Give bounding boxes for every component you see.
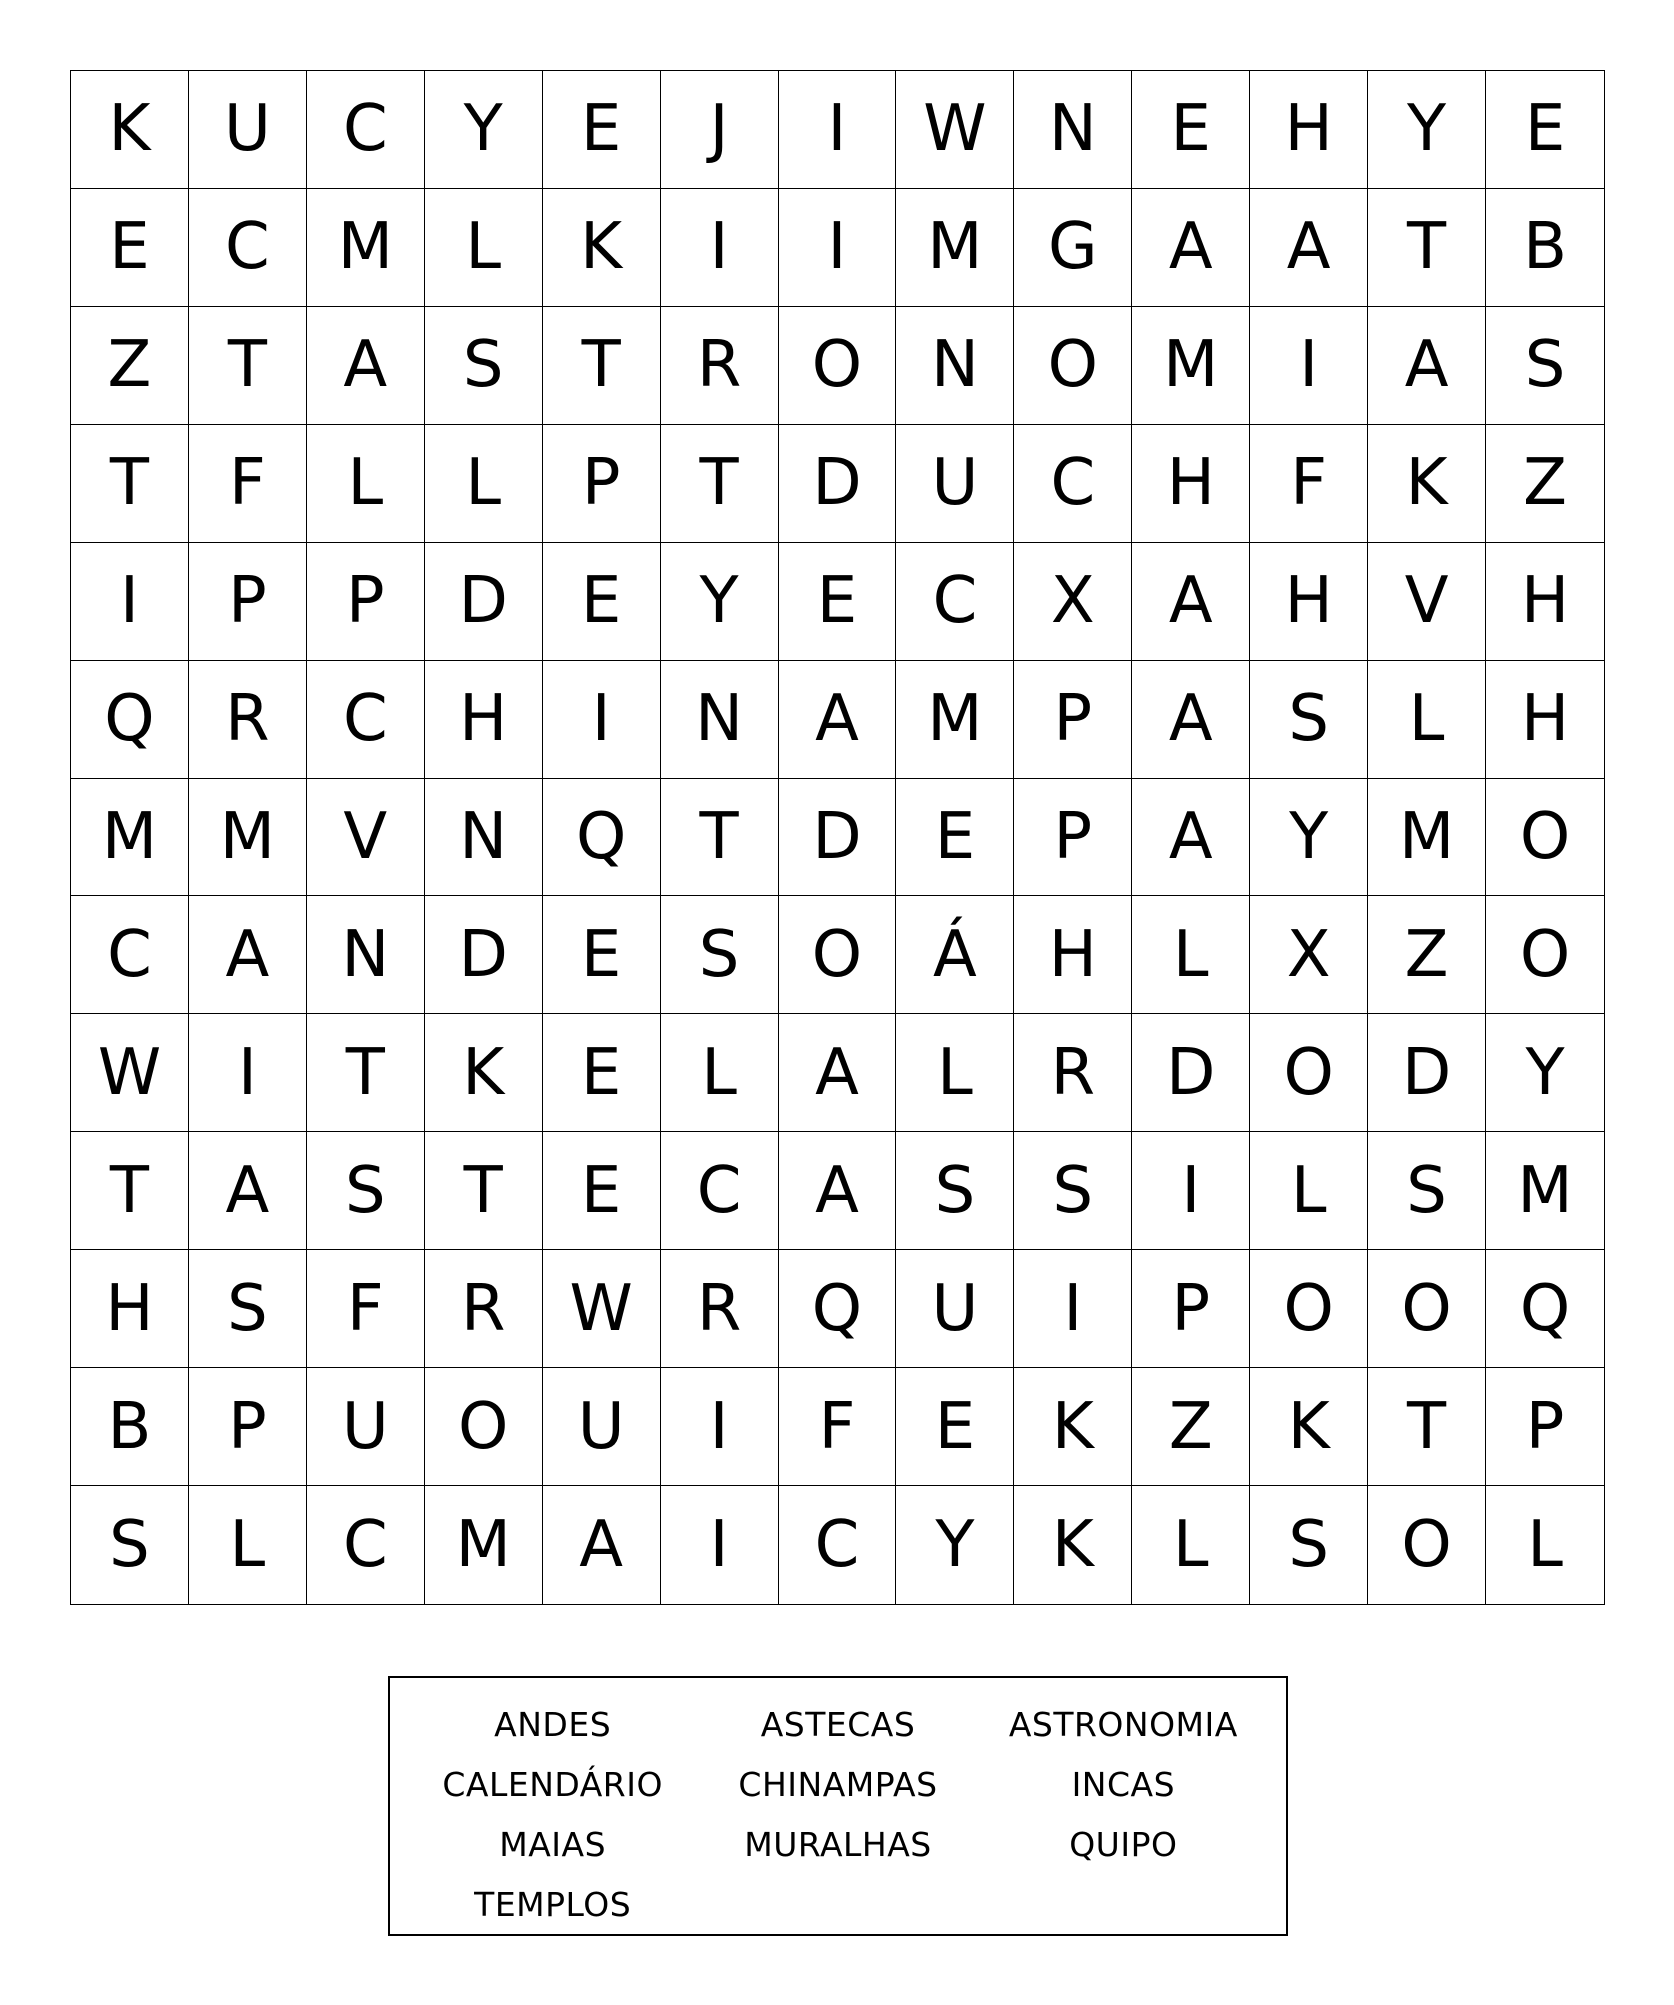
grid-cell[interactable]: D <box>425 896 543 1014</box>
grid-cell[interactable]: O <box>425 1368 543 1486</box>
grid-cell[interactable]: K <box>1250 1368 1368 1486</box>
grid-cell[interactable]: Y <box>1368 71 1486 189</box>
grid-cell[interactable]: P <box>1486 1368 1604 1486</box>
grid-cell[interactable]: S <box>1486 307 1604 425</box>
grid-cell[interactable]: A <box>1132 543 1250 661</box>
grid-cell[interactable]: L <box>1132 1486 1250 1604</box>
grid-cell[interactable]: A <box>1368 307 1486 425</box>
grid-cell[interactable]: T <box>1368 189 1486 307</box>
grid-cell[interactable]: A <box>1250 189 1368 307</box>
grid-cell[interactable]: A <box>779 1132 897 1250</box>
grid-cell[interactable]: C <box>661 1132 779 1250</box>
grid-cell[interactable]: S <box>307 1132 425 1250</box>
grid-cell[interactable]: E <box>543 896 661 1014</box>
grid-cell[interactable]: M <box>896 189 1014 307</box>
grid-cell[interactable]: B <box>71 1368 189 1486</box>
grid-cell[interactable]: H <box>1486 543 1604 661</box>
grid-cell[interactable]: H <box>1250 71 1368 189</box>
grid-cell[interactable]: P <box>189 543 307 661</box>
grid-cell[interactable]: L <box>425 425 543 543</box>
grid-cell[interactable]: O <box>779 896 897 1014</box>
grid-cell[interactable]: P <box>1132 1250 1250 1368</box>
grid-cell[interactable]: A <box>779 1014 897 1132</box>
grid-cell[interactable]: E <box>1132 71 1250 189</box>
grid-cell[interactable]: T <box>189 307 307 425</box>
grid-cell[interactable]: L <box>661 1014 779 1132</box>
grid-cell[interactable]: N <box>425 779 543 897</box>
grid-cell[interactable]: Z <box>1368 896 1486 1014</box>
grid-cell[interactable]: L <box>189 1486 307 1604</box>
grid-cell[interactable]: Y <box>661 543 779 661</box>
grid-cell[interactable]: G <box>1014 189 1132 307</box>
grid-cell[interactable]: P <box>189 1368 307 1486</box>
grid-cell[interactable]: O <box>1368 1486 1486 1604</box>
grid-cell[interactable]: K <box>425 1014 543 1132</box>
grid-cell[interactable]: L <box>425 189 543 307</box>
grid-cell[interactable]: H <box>1250 543 1368 661</box>
grid-cell[interactable]: I <box>661 1486 779 1604</box>
word-bank-item: ANDES <box>494 1704 612 1744</box>
grid-cell[interactable]: H <box>1014 896 1132 1014</box>
grid-cell[interactable]: F <box>1250 425 1368 543</box>
grid-cell[interactable]: I <box>189 1014 307 1132</box>
grid-cell[interactable]: Á <box>896 896 1014 1014</box>
grid-cell[interactable]: U <box>189 71 307 189</box>
grid-cell[interactable]: T <box>71 1132 189 1250</box>
word-bank-item: CHINAMPAS <box>738 1764 938 1804</box>
grid-cell[interactable]: T <box>307 1014 425 1132</box>
grid-cell[interactable]: C <box>71 896 189 1014</box>
grid-cell[interactable]: L <box>896 1014 1014 1132</box>
grid-cell[interactable]: O <box>1486 779 1604 897</box>
grid-cell[interactable]: E <box>543 71 661 189</box>
grid-cell[interactable]: S <box>1014 1132 1132 1250</box>
grid-cell[interactable]: S <box>71 1486 189 1604</box>
grid-cell[interactable]: Q <box>543 779 661 897</box>
grid-cell[interactable]: R <box>1014 1014 1132 1132</box>
grid-cell[interactable]: E <box>543 543 661 661</box>
grid-cell[interactable]: P <box>543 425 661 543</box>
grid-cell[interactable]: A <box>189 896 307 1014</box>
grid-cell[interactable]: C <box>896 543 1014 661</box>
grid-cell[interactable]: I <box>543 661 661 779</box>
grid-cell[interactable]: Y <box>1486 1014 1604 1132</box>
grid-cell[interactable]: N <box>661 661 779 779</box>
word-bank-item: ASTRONOMIA <box>1008 1704 1238 1744</box>
grid-cell[interactable]: K <box>543 189 661 307</box>
grid-cell[interactable]: B <box>1486 189 1604 307</box>
grid-cell[interactable]: A <box>189 1132 307 1250</box>
grid-cell[interactable]: U <box>307 1368 425 1486</box>
grid-cell[interactable]: M <box>71 779 189 897</box>
grid-cell[interactable]: I <box>779 189 897 307</box>
grid-cell[interactable]: H <box>1132 425 1250 543</box>
grid-cell[interactable]: S <box>1250 661 1368 779</box>
grid-cell[interactable]: Q <box>779 1250 897 1368</box>
word-bank-item: CALENDÁRIO <box>442 1764 663 1804</box>
grid-cell[interactable]: O <box>1250 1014 1368 1132</box>
grid-cell[interactable]: F <box>189 425 307 543</box>
grid-cell[interactable]: Q <box>1486 1250 1604 1368</box>
grid-cell[interactable]: O <box>779 307 897 425</box>
grid-cell[interactable]: M <box>425 1486 543 1604</box>
grid-cell[interactable]: L <box>307 425 425 543</box>
grid-cell[interactable]: R <box>425 1250 543 1368</box>
grid-cell[interactable]: N <box>307 896 425 1014</box>
grid-cell[interactable]: X <box>1250 896 1368 1014</box>
grid-cell[interactable]: A <box>1132 779 1250 897</box>
grid-cell[interactable]: P <box>1014 779 1132 897</box>
grid-cell[interactable]: H <box>425 661 543 779</box>
grid-cell[interactable]: Z <box>1132 1368 1250 1486</box>
grid-cell[interactable]: R <box>661 1250 779 1368</box>
grid-cell[interactable]: M <box>1486 1132 1604 1250</box>
grid-cell[interactable]: T <box>661 425 779 543</box>
grid-cell[interactable]: I <box>1250 307 1368 425</box>
grid-cell[interactable]: L <box>1250 1132 1368 1250</box>
grid-cell[interactable]: Y <box>1250 779 1368 897</box>
grid-cell[interactable]: O <box>1486 896 1604 1014</box>
grid-cell[interactable]: O <box>1368 1250 1486 1368</box>
grid-cell[interactable]: K <box>1368 425 1486 543</box>
grid-cell[interactable]: W <box>896 71 1014 189</box>
grid-cell[interactable]: Y <box>425 71 543 189</box>
grid-cell[interactable]: U <box>896 1250 1014 1368</box>
grid-cell[interactable]: S <box>1250 1486 1368 1604</box>
grid-cell[interactable]: E <box>543 1014 661 1132</box>
grid-cell[interactable]: K <box>1014 1486 1132 1604</box>
word-bank-item: TEMPLOS <box>474 1884 632 1924</box>
grid-cell[interactable]: M <box>896 661 1014 779</box>
grid-cell[interactable]: Q <box>71 661 189 779</box>
grid-cell[interactable]: T <box>1368 1368 1486 1486</box>
grid-cell[interactable]: E <box>543 1132 661 1250</box>
grid-cell[interactable]: I <box>1014 1250 1132 1368</box>
grid-cell[interactable]: S <box>1368 1132 1486 1250</box>
grid-cell[interactable]: I <box>661 1368 779 1486</box>
word-bank-item: ASTECAS <box>760 1704 916 1744</box>
word-bank-item: QUIPO <box>1069 1824 1178 1864</box>
grid-cell[interactable]: R <box>189 661 307 779</box>
grid-cell[interactable]: M <box>1368 779 1486 897</box>
grid-cell[interactable]: M <box>307 189 425 307</box>
grid-cell[interactable]: N <box>896 307 1014 425</box>
grid-cell[interactable]: Y <box>896 1486 1014 1604</box>
grid-cell[interactable]: D <box>779 779 897 897</box>
grid-cell[interactable]: V <box>307 779 425 897</box>
grid-cell[interactable]: P <box>307 543 425 661</box>
grid-cell[interactable]: Z <box>1486 425 1604 543</box>
grid-cell[interactable]: E <box>896 1368 1014 1486</box>
grid-cell[interactable]: E <box>779 543 897 661</box>
grid-cell[interactable]: D <box>779 425 897 543</box>
grid-cell[interactable]: H <box>1486 661 1604 779</box>
grid-cell[interactable]: S <box>189 1250 307 1368</box>
grid-cell[interactable]: S <box>661 896 779 1014</box>
grid-cell[interactable]: W <box>543 1250 661 1368</box>
grid-cell[interactable]: O <box>1250 1250 1368 1368</box>
grid-cell[interactable]: E <box>71 189 189 307</box>
word-bank-item: MAIAS <box>499 1824 607 1864</box>
grid-cell[interactable]: X <box>1014 543 1132 661</box>
grid-cell[interactable]: I <box>1132 1132 1250 1250</box>
grid-cell[interactable]: E <box>1486 71 1604 189</box>
grid-cell[interactable]: A <box>779 661 897 779</box>
grid-cell[interactable]: H <box>71 1250 189 1368</box>
grid-cell[interactable]: D <box>1132 1014 1250 1132</box>
grid-cell[interactable]: M <box>1132 307 1250 425</box>
grid-cell[interactable]: C <box>307 71 425 189</box>
grid-cell[interactable]: D <box>1368 1014 1486 1132</box>
grid-cell[interactable]: Z <box>71 307 189 425</box>
grid-cell[interactable]: C <box>1014 425 1132 543</box>
grid-cell[interactable]: U <box>896 425 1014 543</box>
word-search-grid <box>70 70 1605 1605</box>
grid-cell[interactable]: L <box>1132 896 1250 1014</box>
grid-cell[interactable]: T <box>71 425 189 543</box>
grid-cell[interactable]: C <box>779 1486 897 1604</box>
grid-cell[interactable]: I <box>71 543 189 661</box>
grid-cell[interactable]: A <box>1132 661 1250 779</box>
grid-cell[interactable]: F <box>307 1250 425 1368</box>
grid-cell[interactable]: A <box>1132 189 1250 307</box>
grid-cell[interactable]: S <box>896 1132 1014 1250</box>
grid-cell[interactable]: K <box>1014 1368 1132 1486</box>
grid-cell[interactable]: J <box>661 71 779 189</box>
grid-cell[interactable]: U <box>543 1368 661 1486</box>
grid-cell[interactable]: C <box>307 661 425 779</box>
grid-cell[interactable]: S <box>425 307 543 425</box>
grid-cell[interactable]: T <box>425 1132 543 1250</box>
grid-cell[interactable]: O <box>1014 307 1132 425</box>
grid-cell[interactable]: C <box>307 1486 425 1604</box>
grid-cell[interactable]: A <box>307 307 425 425</box>
grid-cell[interactable]: F <box>779 1368 897 1486</box>
grid-cell[interactable]: C <box>189 189 307 307</box>
grid-cell[interactable]: N <box>1014 71 1132 189</box>
grid-cell[interactable]: I <box>661 189 779 307</box>
grid-cell[interactable]: T <box>543 307 661 425</box>
word-bank-item: MURALHAS <box>744 1824 932 1864</box>
grid-cell[interactable]: T <box>661 779 779 897</box>
grid-cell[interactable]: M <box>189 779 307 897</box>
grid-cell[interactable]: A <box>543 1486 661 1604</box>
grid-cell[interactable]: P <box>1014 661 1132 779</box>
word-bank-item: INCAS <box>1071 1764 1176 1804</box>
word-bank <box>388 1676 1288 1936</box>
grid-cell[interactable]: V <box>1368 543 1486 661</box>
grid-cell[interactable]: E <box>896 779 1014 897</box>
grid-cell[interactable]: L <box>1527 1508 1563 1583</box>
grid-cell[interactable]: I <box>779 71 897 189</box>
grid-cell[interactable]: K <box>71 71 189 189</box>
grid-cell[interactable]: W <box>71 1014 189 1132</box>
grid-cell[interactable]: D <box>425 543 543 661</box>
grid-cell[interactable]: R <box>661 307 779 425</box>
grid-cell[interactable]: L <box>1368 661 1486 779</box>
